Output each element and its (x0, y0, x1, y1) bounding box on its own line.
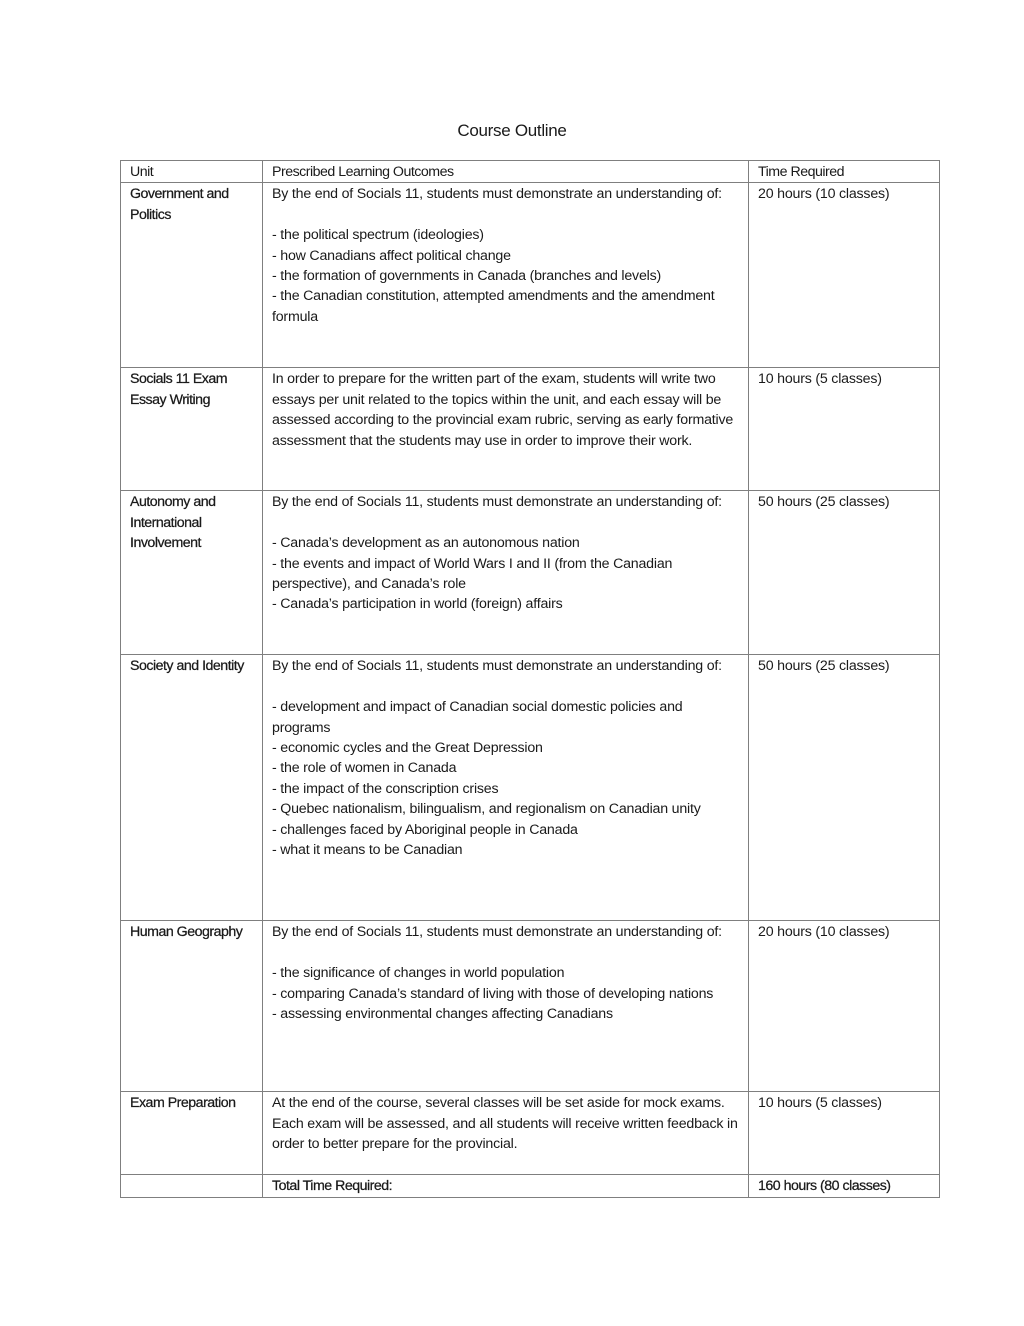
table-row (121, 1092, 940, 1175)
outcome-item: - the formation of governments in Canada (branches and levels) (272, 268, 662, 285)
total-empty-cell (121, 1175, 263, 1197)
table-row (121, 921, 940, 1092)
outcome-item: - the Canadian constitution, attempted amendments and the amendment formula (272, 288, 715, 325)
outcomes-cell (263, 1092, 749, 1175)
outcomes-intro: At the end of the course, several classes will be set aside for mock exams. Each exam will be assessed, and all students will receive written feedback in order to better prepare for the provincial. (272, 1095, 738, 1153)
total-value: 160 hours (80 classes) (749, 1175, 940, 1197)
outcome-item: - assessing environmental changes affecting Canadians (272, 1006, 613, 1023)
time-cell: 50 hours (25 classes) (749, 655, 940, 921)
outcome-item: - development and impact of Canadian social domestic policies and programs (272, 699, 683, 736)
outcome-item: - comparing Canada’s standard of living with those of developing nations (272, 985, 714, 1002)
outcome-item: - Canada’s participation in world (foreign) affairs (272, 596, 563, 613)
outcomes-cell (263, 183, 749, 368)
outcome-item: - Quebec nationalism, bilingualism, and regionalism on Canadian unity (272, 801, 701, 818)
unit-cell: Human Geography (121, 921, 263, 1092)
outcomes-intro: By the end of Socials 11, students must demonstrate an understanding of: (272, 924, 722, 941)
outcomes-intro: In order to prepare for the written part of the exam, students will write two essays per unit related to the topics within the unit, and each essay will be assessed according to the provincial exam rubric, serving as early formative assessment that the students may use in order to improve their work. (272, 371, 734, 449)
outcome-item: - how Canadians affect political change (272, 247, 511, 264)
header-unit: Unit (121, 161, 263, 183)
unit-cell: Exam Preparation (121, 1092, 263, 1175)
outcome-item: - challenges faced by Aboriginal people in Canada (272, 821, 578, 838)
time-cell: 20 hours (10 classes) (749, 921, 940, 1092)
outcome-item: - what it means to be Canadian (272, 842, 463, 859)
outcomes-intro: By the end of Socials 11, students must demonstrate an understanding of: (272, 186, 722, 203)
unit-cell: Socials 11 Exam Essay Writing (121, 368, 263, 491)
table-row (121, 491, 940, 655)
outcome-item: - the significance of changes in world population (272, 965, 565, 982)
spacer (272, 513, 740, 533)
total-row (121, 1175, 940, 1197)
outcome-item: - the impact of the conscription crises (272, 780, 499, 797)
header-outcomes: Prescribed Learning Outcomes (263, 161, 749, 183)
header-time: Time Required (749, 161, 940, 183)
outcome-item: - the events and impact of World Wars I and II (from the Canadian perspective), and Canada’s role (272, 555, 673, 593)
table-row (121, 183, 940, 368)
spacer (272, 205, 740, 225)
outcomes-cell (263, 491, 749, 655)
table-body (121, 183, 940, 1175)
unit-cell: Society and Identity (121, 655, 263, 921)
outcomes-cell (263, 921, 749, 1092)
table-row (121, 655, 940, 921)
outcomes-cell (263, 368, 749, 491)
outcome-item: - the role of women in Canada (272, 760, 457, 777)
outcomes-cell (263, 655, 749, 921)
document-title: Course Outline (457, 121, 567, 140)
spacer (272, 943, 740, 963)
outcomes-intro: By the end of Socials 11, students must demonstrate an understanding of: (272, 658, 722, 675)
time-cell: 20 hours (10 classes) (749, 183, 940, 368)
time-cell: 10 hours (5 classes) (749, 1092, 940, 1175)
unit-cell: Government and Politics (121, 183, 263, 368)
outcome-item: - Canada’s development as an autonomous nation (272, 535, 580, 552)
total-label: Total Time Required: (263, 1175, 749, 1197)
outcome-item: - the political spectrum (ideologies) (272, 227, 484, 244)
outcome-item: - economic cycles and the Great Depression (272, 740, 543, 757)
time-cell: 10 hours (5 classes) (749, 368, 940, 491)
time-cell: 50 hours (25 classes) (749, 491, 940, 655)
course-outline-table (120, 160, 940, 1198)
unit-cell: Autonomy and International Involvement (121, 491, 263, 655)
outcomes-intro: By the end of Socials 11, students must demonstrate an understanding of: (272, 494, 722, 511)
table-header-row (121, 161, 940, 183)
table-row (121, 368, 940, 491)
spacer (272, 677, 740, 697)
